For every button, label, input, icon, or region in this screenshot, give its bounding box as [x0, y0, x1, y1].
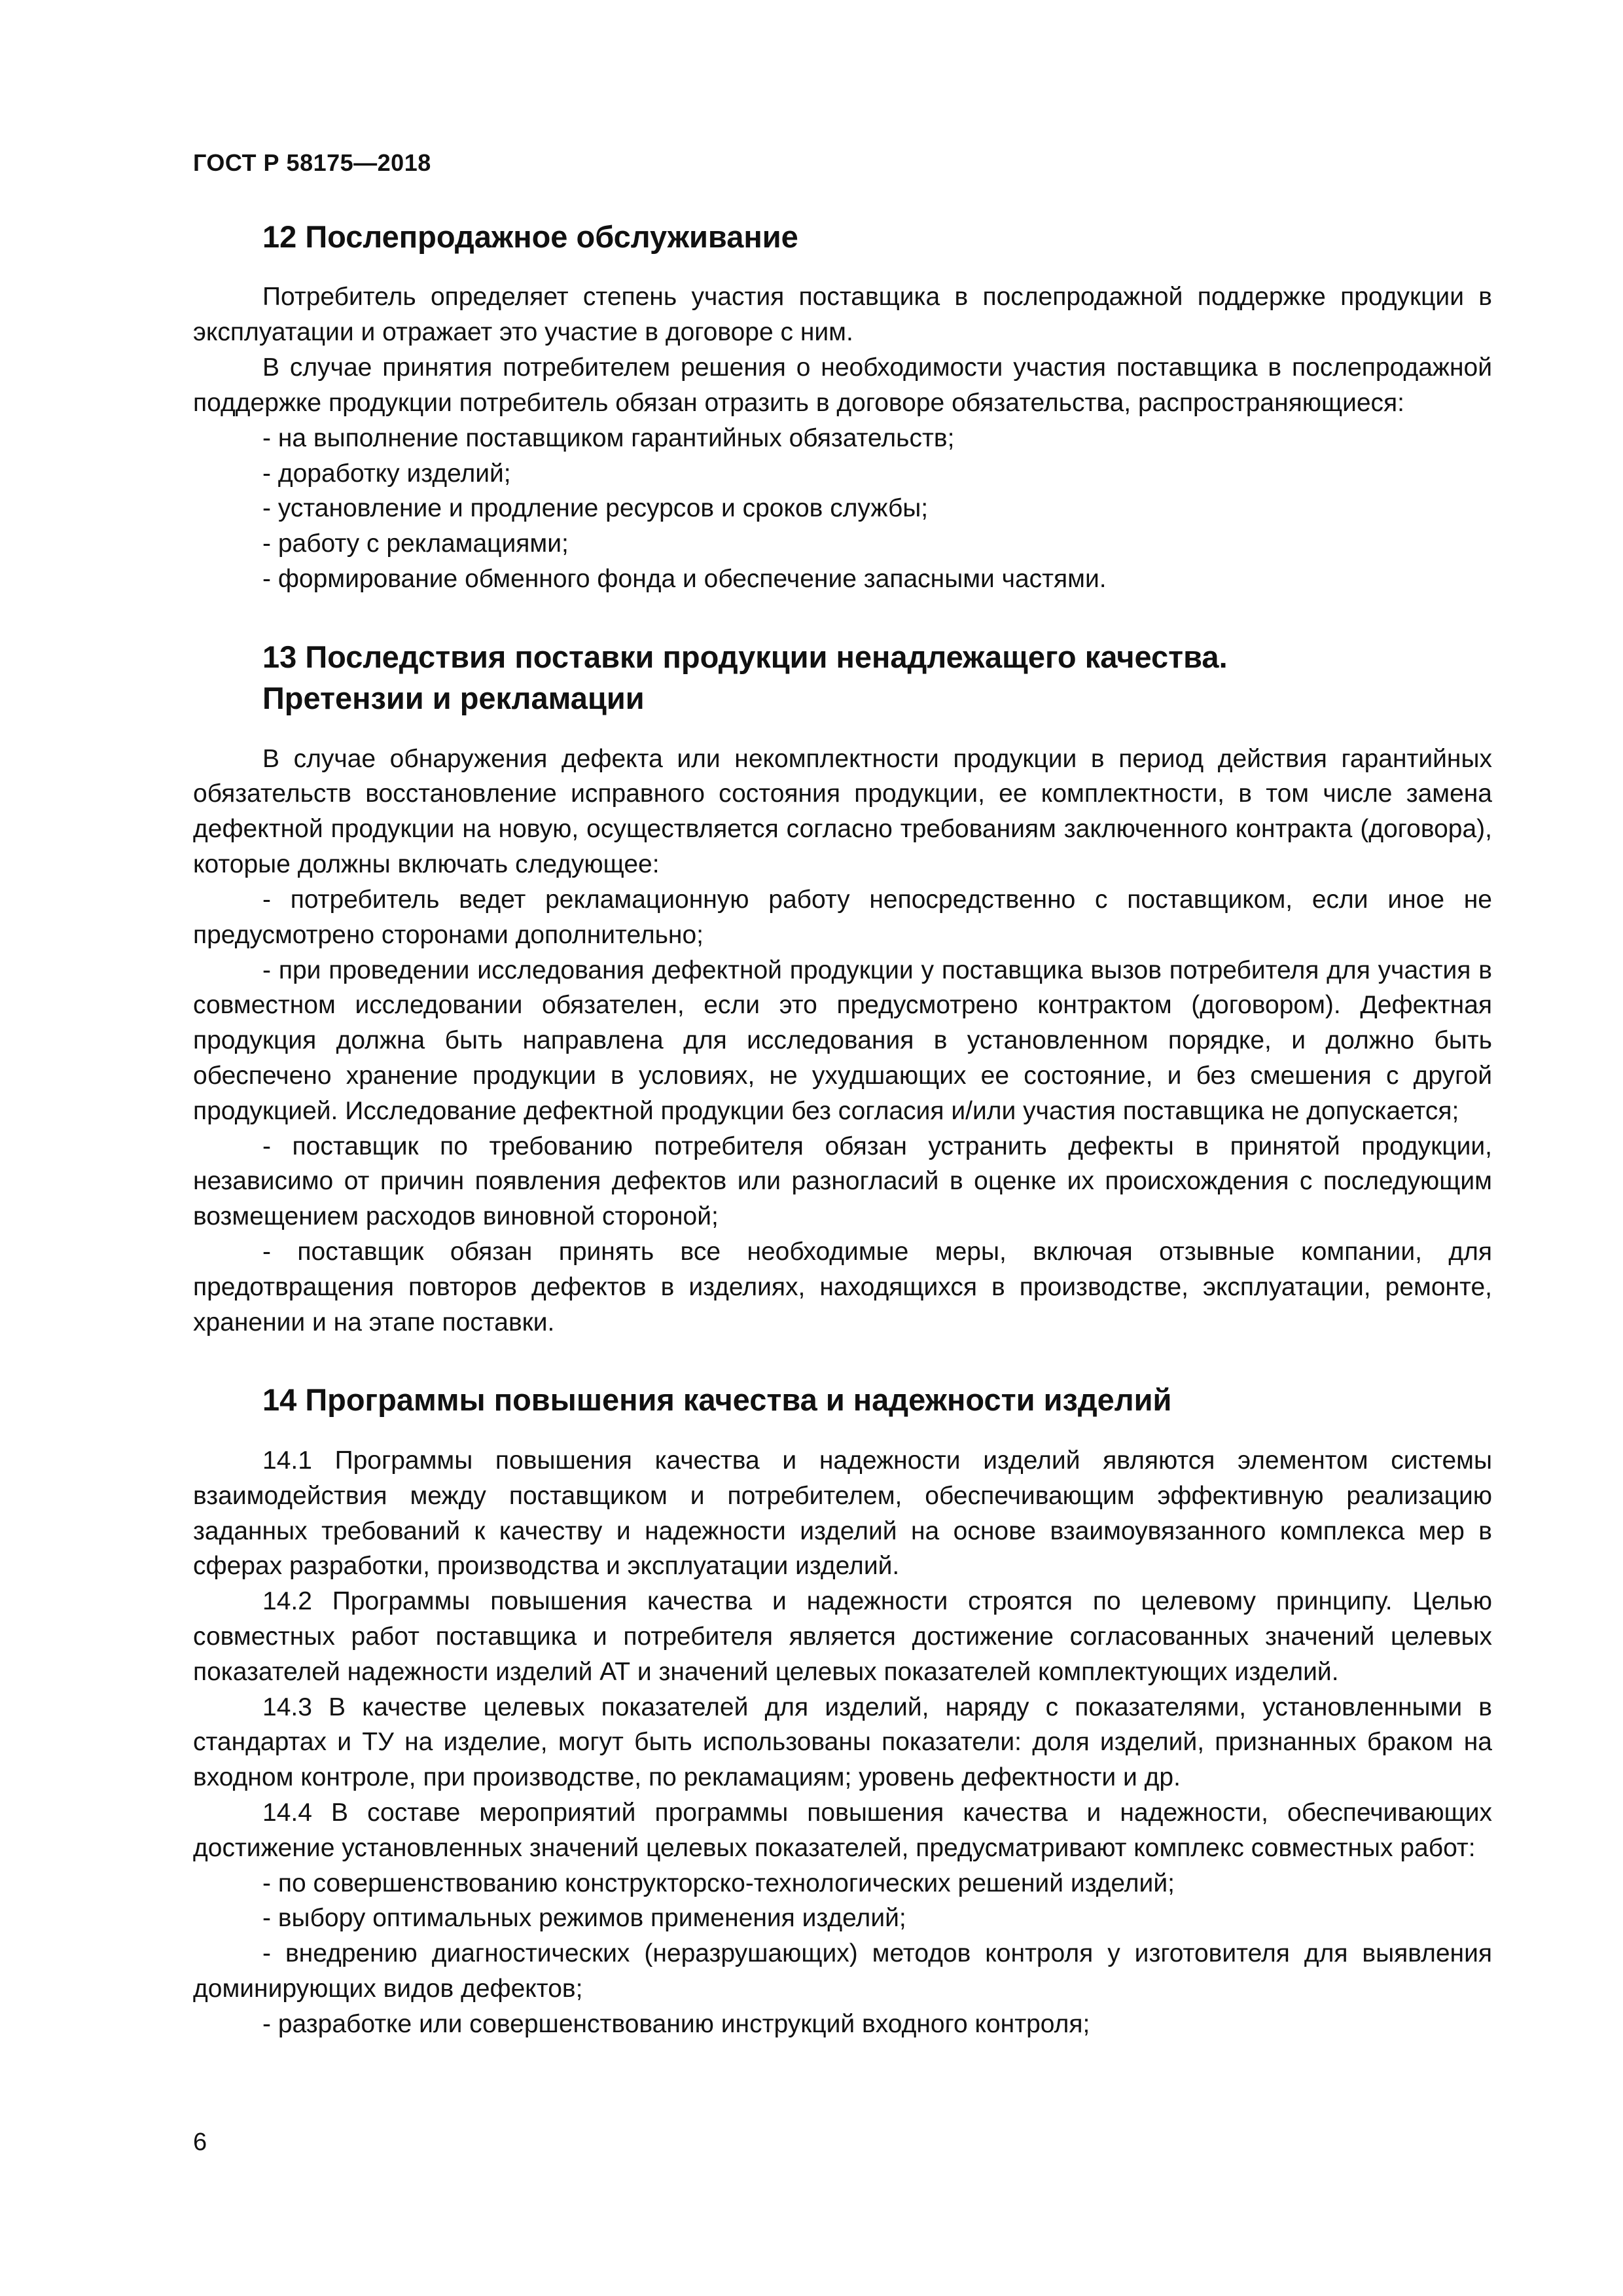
- paragraph: Потребитель определяет степень участия поставщика в послепродажной поддержке продукции в эксплуатации и отражает это участие в договоре с ним.: [193, 283, 1492, 347]
- section-title-line-2: Претензии и рекламации: [262, 681, 645, 716]
- list-item: - внедрению диагностических (неразрушающих) методов контроля у изготовителя для выявления доминирующих видов дефектов;: [193, 1939, 1492, 2003]
- section-13: [193, 636, 1492, 1340]
- section-14: [193, 1379, 1492, 2041]
- list-item: - выбору оптимальных режимов применения изделий;: [262, 1904, 906, 1933]
- paragraph: 14.2 Программы повышения качества и надежности строятся по целевому принципу. Целью совместных работ поставщика и потребителя является достижение согласованных значений целевых показателей надежности изделий АТ и значений целевых показателей комплектующих изделий.: [193, 1587, 1492, 1686]
- section-title-line-1: 13 Последствия поставки продукции ненадлежащего качества.: [262, 639, 1228, 674]
- section-title: 12 Послепродажное обслуживание: [262, 219, 798, 254]
- section-12: [193, 216, 1492, 597]
- list-item: - на выполнение поставщиком гарантийных обязательств;: [262, 423, 955, 452]
- list-item: - при проведении исследования дефектной продукции у поставщика вызов потребителя для участия в совместном исследовании обязателен, если это предусмотрено контрактом (договором). Дефектная продукция должна быть направлена для исследования в установленном порядке, и должно быть обеспечено хранение продукции в условиях, не ухудшающих ее состояние, и без смешения с другой продукцией. Исследование дефектной продукции без согласия и/или участия поставщика не допускается;: [193, 956, 1492, 1125]
- document-body: [193, 216, 1492, 2042]
- paragraph: 14.1 Программы повышения качества и надежности изделий являются элементом системы взаимодействия между поставщиком и потребителем, обеспечивающим эффективную реализацию заданных требований к качеству и надежности изделий на основе взаимоувязанного комплекса мер в сферах разработки, производства и эксплуатации изделий.: [193, 1446, 1492, 1581]
- document-header: ГОСТ Р 58175—2018: [193, 149, 431, 176]
- list-item: - по совершенствованию конструкторско-технологических решений изделий;: [262, 1869, 1175, 1897]
- list-item: - поставщик по требованию потребителя обязан устранить дефекты в принятой продукции, независимо от причин появления дефектов или разногласий в оценке их происхождения с последующим возмещением расходов виновной стороной;: [193, 1132, 1492, 1231]
- paragraph: В случае принятия потребителем решения о необходимости участия поставщика в послепродажной поддержке продукции потребитель обязан отразить в договоре обязательства, распространяющиеся:: [193, 353, 1492, 417]
- list-item: - установление и продление ресурсов и сроков службы;: [262, 494, 929, 523]
- bullet-list: [193, 882, 1492, 1340]
- bullet-list: [193, 1866, 1492, 2042]
- paragraph: 14.3 В качестве целевых показателей для изделий, наряду с показателями, установленными в стандартах и ТУ на изделие, могут быть использованы показатели: доля изделий, признанных браком на входном контроле, при производстве, по рекламациям; уровень дефектности и др.: [193, 1693, 1492, 1792]
- paragraph: 14.4 В составе мероприятий программы повышения качества и надежности, обеспечивающих достижение установленных значений целевых показателей, предусматривают комплекс совместных работ:: [193, 1799, 1492, 1862]
- bullet-list: [193, 421, 1492, 597]
- list-item: - разработке или совершенствованию инструкций входного контроля;: [262, 2009, 1090, 2038]
- list-item: - потребитель ведет рекламационную работу непосредственно с поставщиком, если иное не предусмотрено сторонами дополнительно;: [193, 885, 1492, 949]
- section-title: [193, 636, 1492, 719]
- list-item: - доработку изделий;: [262, 459, 511, 488]
- section-title: 14 Программы повышения качества и надежности изделий: [262, 1382, 1172, 1418]
- list-item: - формирование обменного фонда и обеспечение запасными частями.: [262, 564, 1107, 593]
- paragraph: В случае обнаружения дефекта или некомплектности продукции в период действия гарантийных обязательств восстановление исправного состояния продукции, ее комплектности, в том числе замена дефектной продукции на новую, осуществляется согласно требованиям заключенного контракта (договора), которые должны включать следующее:: [193, 744, 1492, 879]
- list-item: - поставщик обязан принять все необходимые меры, включая отзывные компании, для предотвращения повторов дефектов в изделиях, находящихся в производстве, эксплуатации, ремонте, хранении и на этапе поставки.: [193, 1238, 1492, 1336]
- page-number: 6: [193, 2128, 207, 2156]
- list-item: - работу с рекламациями;: [262, 529, 569, 558]
